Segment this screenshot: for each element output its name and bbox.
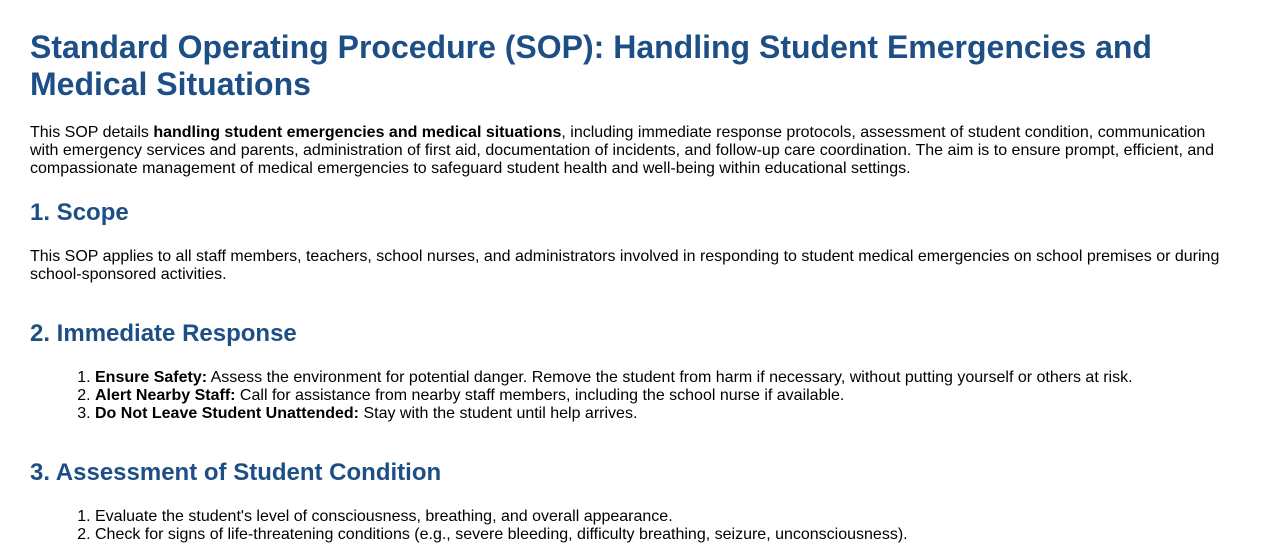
assessment-list xyxy=(30,508,1230,544)
list-item-text: Check for signs of life-threatening conditions (e.g., severe bleeding, difficulty breathing, seizure, unconsciousness). xyxy=(95,526,908,543)
list-item xyxy=(95,369,1230,387)
list-item-text: Stay with the student until help arrives. xyxy=(359,405,638,422)
intro-suffix: , including immediate response protocols, assessment of student condition, communication with emergency services and parents, administration of first aid, documentation of incidents, and follow-up care coordination. The aim is to ensure prompt, efficient, and compassionate management of medical emergencies to safeguard student health and well-being within educational settings. xyxy=(30,124,1215,177)
intro-prefix: This SOP details xyxy=(30,124,154,141)
section-heading-assessment: 3. Assessment of Student Condition xyxy=(30,459,442,486)
list-item xyxy=(95,526,1230,544)
intro-bold: handling student emergencies and medical situations xyxy=(153,124,562,141)
section-heading-scope: 1. Scope xyxy=(30,199,129,226)
list-item-text: Evaluate the student's level of consciousness, breathing, and overall appearance. xyxy=(95,508,673,525)
list-item xyxy=(95,387,1230,405)
list-item-text: Call for assistance from nearby staff members, including the school nurse if available. xyxy=(235,387,845,404)
list-item xyxy=(95,508,1230,526)
list-item-text: Assess the environment for potential danger. Remove the student from harm if necessary, without putting yourself or others at risk. xyxy=(207,369,1133,386)
list-item xyxy=(95,405,1230,423)
sop-document xyxy=(30,29,1230,544)
section-heading-immediate-response: 2. Immediate Response xyxy=(30,320,297,347)
list-item-bold: Alert Nearby Staff: xyxy=(95,387,236,404)
scope-paragraph: This SOP applies to all staff members, teachers, school nurses, and administrators involved in responding to student medical emergencies on school premises or during school-sponsored activities. xyxy=(30,248,1220,283)
list-item-bold: Do Not Leave Student Unattended: xyxy=(95,405,360,422)
page-title: Standard Operating Procedure (SOP): Handling Student Emergencies and Medical Situations xyxy=(30,29,1152,102)
intro-paragraph xyxy=(30,124,1230,178)
immediate-response-list xyxy=(30,369,1230,423)
list-item-bold: Ensure Safety: xyxy=(95,369,208,386)
